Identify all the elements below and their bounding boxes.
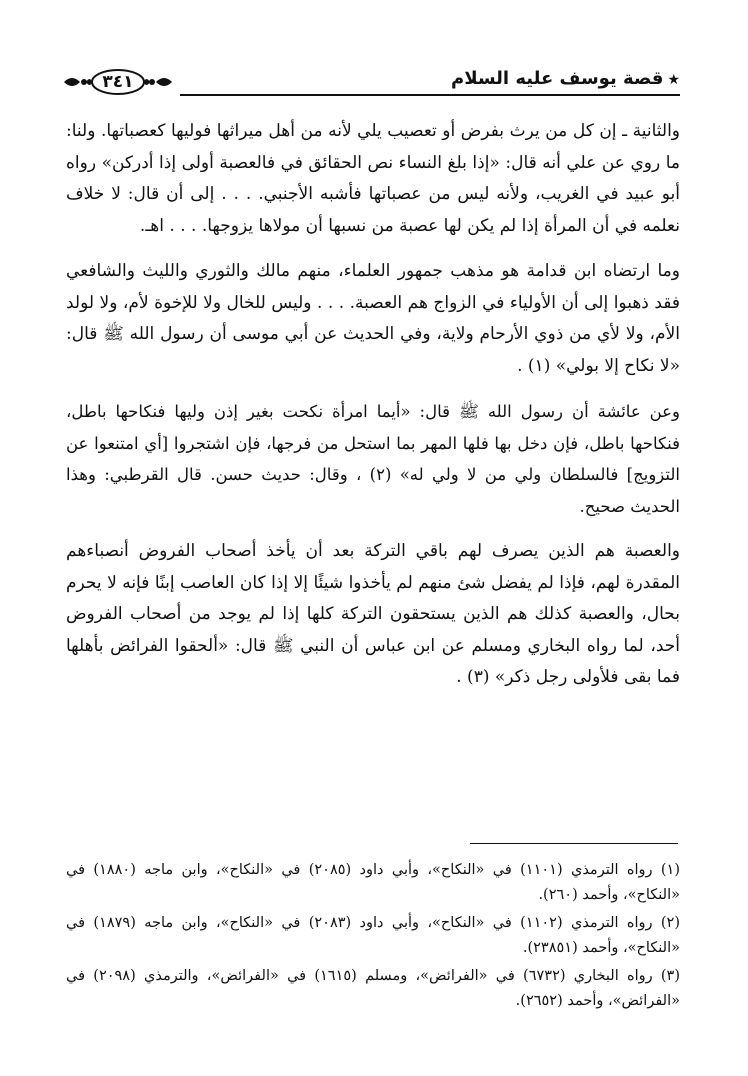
running-title-text: قصة يوسف عليه السلام [451,68,664,89]
paragraph-3: وعن عائشة أن رسول الله ﷺ قال: «أيما امرأة نكحت بغير إذن وليها فنكاحها باطل، فنكاحها باطل، فإن دخل بها فلها المهر بما استحل من فرجها، فإن اشتجروا [أي امتنعوا عن التزويج] فالسلطان ولي من لا ولي له» (٢) ، وقال: حديث حسن. قال القرطبي: وهذا الحديث صحيح. [66,402,681,516]
footnotes [66,858,680,1017]
header-rule [180,94,680,96]
running-title [451,68,680,89]
paragraph-2: وما ارتضاه ابن قدامة هو مذهب جمهور العلماء، منهم مالك والثوري والليث والشافعي فقد ذهبوا إلى أن الأولياء في الزواج هم العصبة. . . . وليس للخال ولا للإخوة لأم، ولا لولد الأم، ولا لأي من ذوي الأرحام ولاية، وفي الحديث عن أبي موسى أن رسول الله ﷺ قال: «لا نكاح إلا بولي» (١) . [66,261,680,376]
page-number-ornament [62,68,174,98]
paragraph-4: والعصبة هم الذين يصرف لهم باقي التركة بعد أن يأخذ أصحاب الفروض أنصباءهم المقدرة لهم، فإذا لم يفضل شئ منهم لم يأخذوا شيئًا إلا إذا كان العاصب إبنًا فإنه لا يحرم بحال، والعصبة كذلك هم الذين يستحقون التركة كلها إذا لم يوجد من أصحاب الفروض أحد، لما رواه البخاري ومسلم عن ابن عباس أن النبي ﷺ قال: «ألحقوا الفرائض بأهلها فما بقى فلأولى رجل ذكر» (٣) . [66,541,680,687]
footnote-2: (٢) رواه الترمذي (١١٠٢) في «النكاح»، وأبي داود (٢٠٨٣) في «النكاح»، وابن ماجه (١٨٧٩) في «النكاح»، وأحمد (٢٣٨٥١). [66,915,680,956]
footnote-1: (١) رواه الترمذي (١١٠١) في «النكاح»، وأبي داود (٢٠٨٥) في «النكاح»، وابن ماجه (١٨٨٠) في «النكاح»، وأحمد (٢٦٠). [66,862,680,903]
main-text [66,116,680,708]
page-header [62,62,680,102]
star-icon: ★ [667,72,680,88]
page-number: ٣٤١ [102,72,134,92]
paragraph-1: والثانية ـ إن كل من يرث بفرض أو تعصيب يلي لأنه من أهل ميراثها فوليها كعصباتها. ولنا: ما روي عن علي أنه قال: «إذا بلغ النساء نص الحقائق في فالعصبة أولى إذا أدركن» رواه أبو عبيد في الغريب، ولأنه ليس من عصباتها فأشبه الأجنبي. . . . إلى أن قال: لا خلاف نعلمه في أن المرأة إذا لم يكن لها عصبة من نسبها أن مولاها يزوجها. . . . اهـ. [66,121,680,236]
footnote-3: (٣) رواه البخاري (٦٧٣٢) في «الفرائض»، ومسلم (١٦١٥) في «الفرائض»، والترمذي (٢٠٩٨) في «الفرائض»، وأحمد (٢٦٥٢). [66,968,680,1009]
footnote-separator [470,843,678,844]
